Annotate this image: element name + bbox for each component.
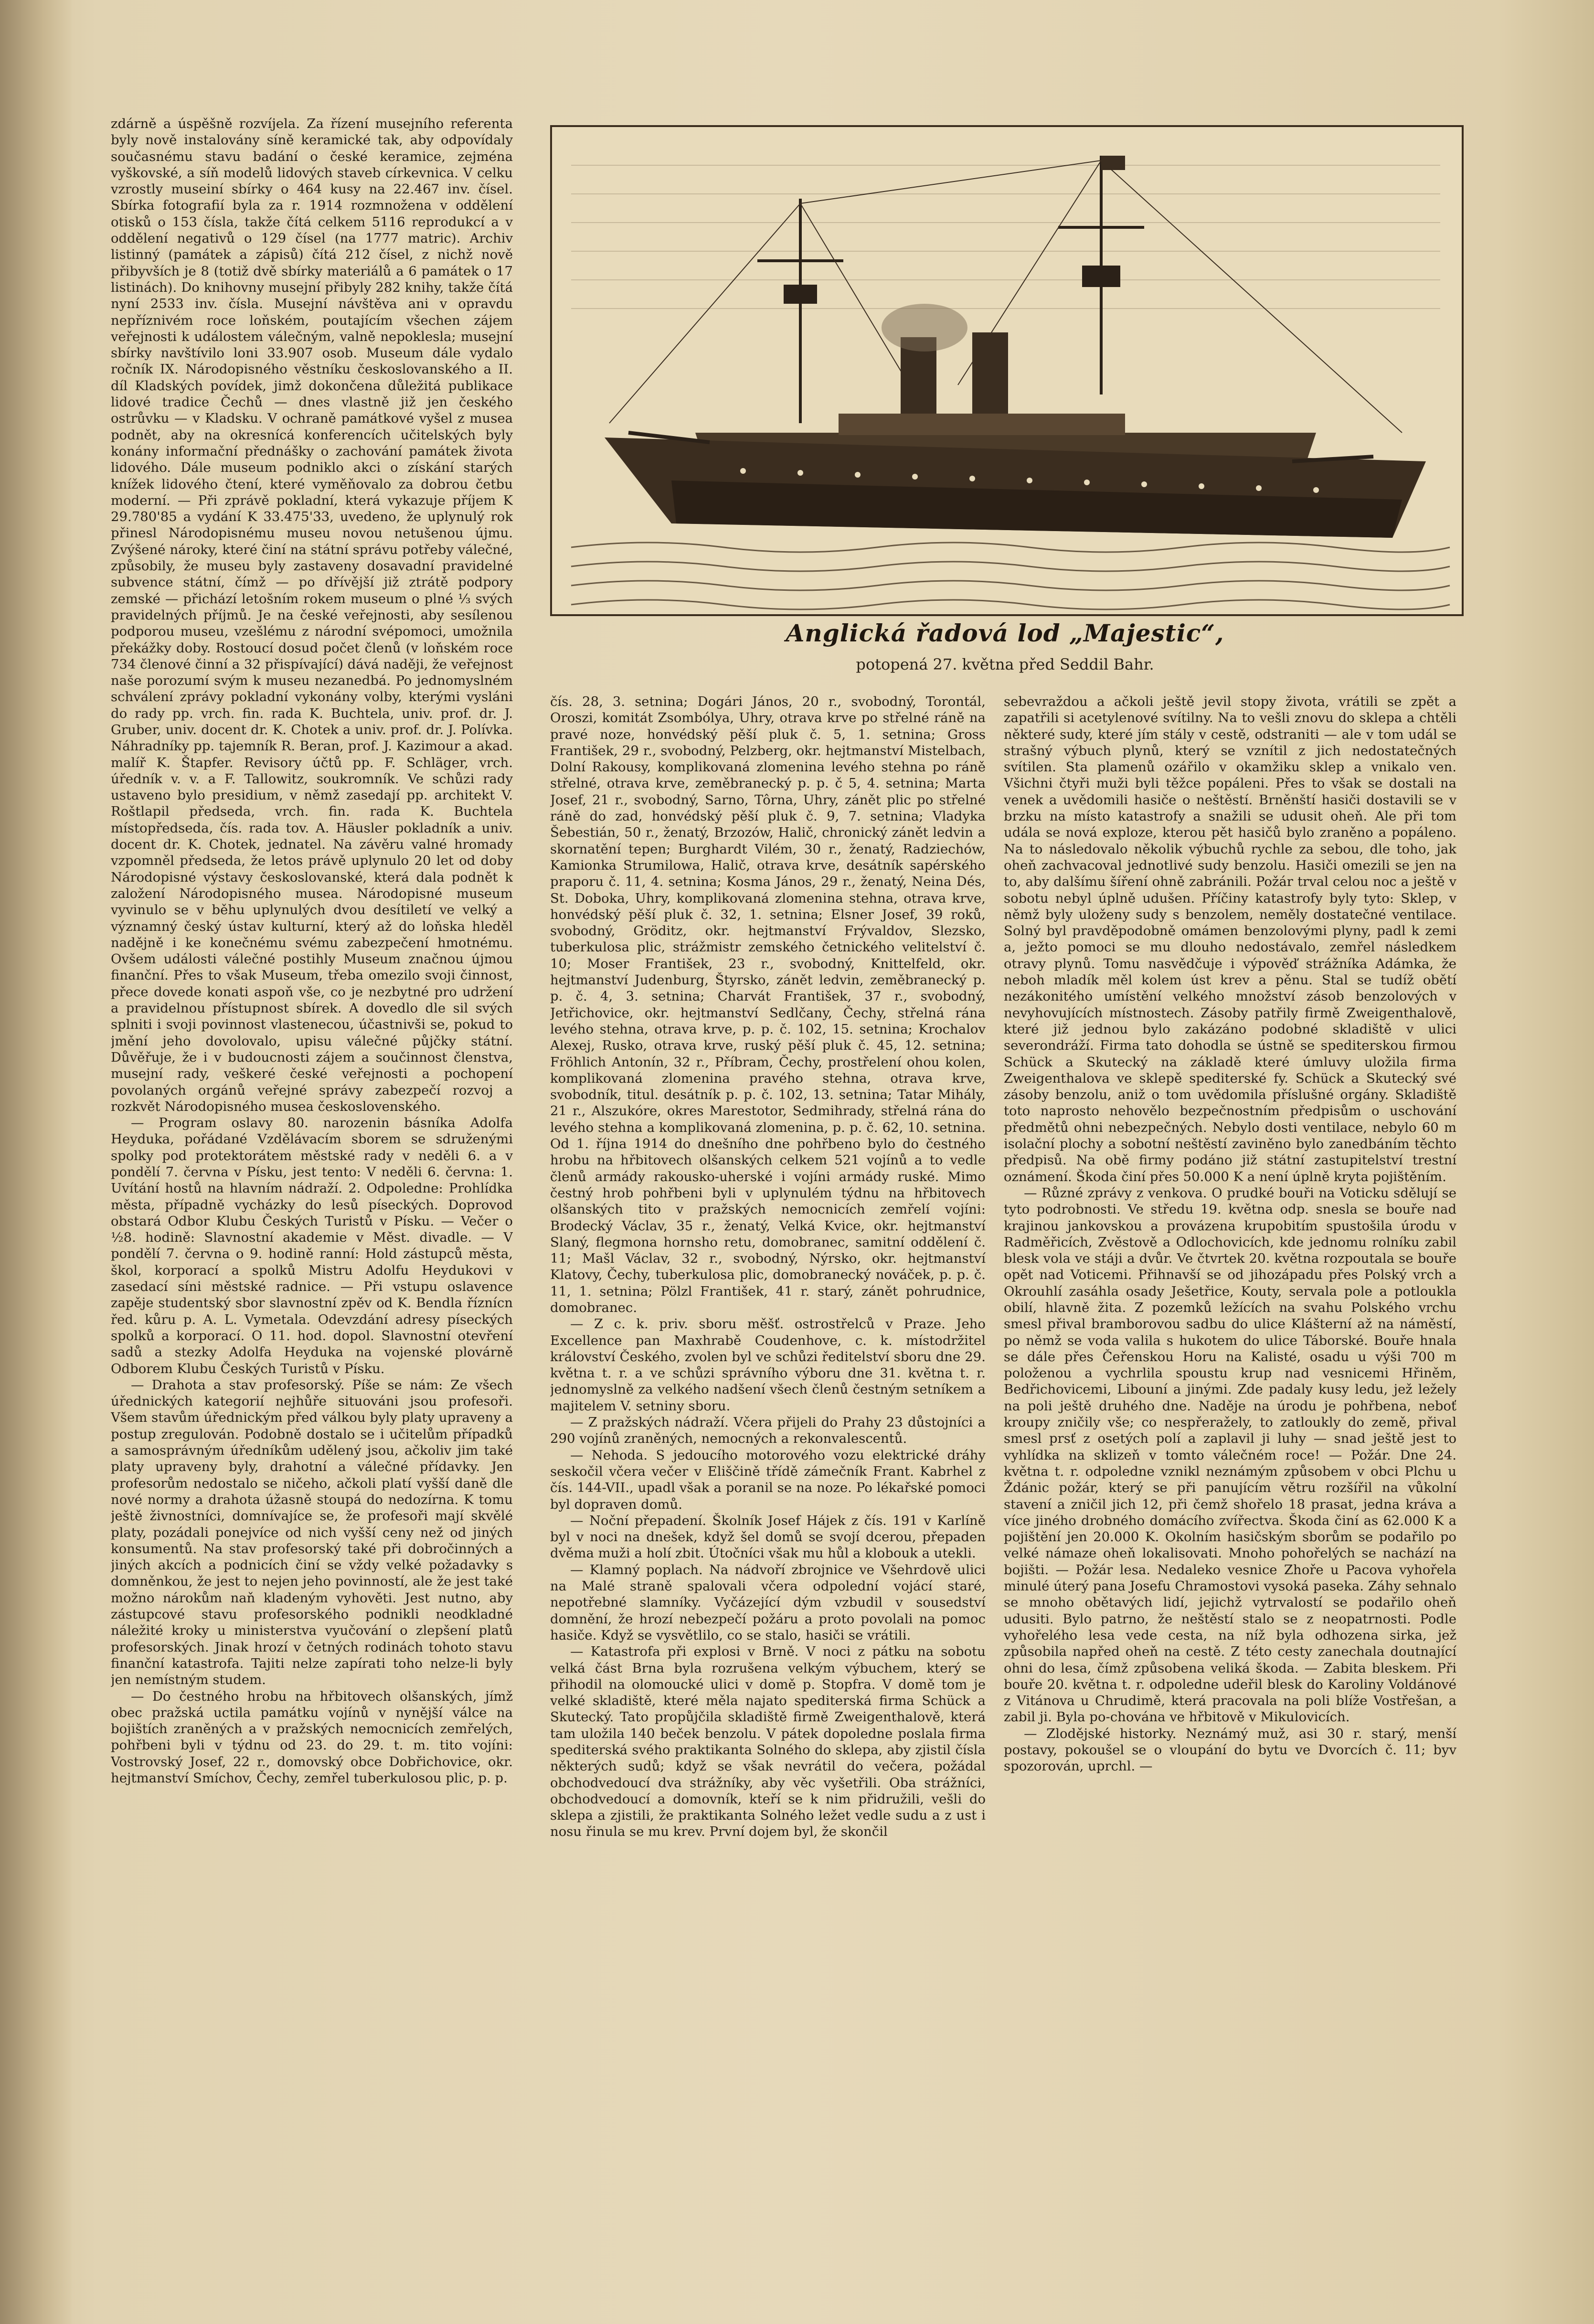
binding-gutter bbox=[0, 0, 72, 2324]
article-museum-report: zdárně a úspěšně rozvíjela. Za řízení musejního referenta byly nově instalovány síně keramické tak, aby odpovídaly současnému stavu badání o české keramice, zejména vyškovské, a síň modelů lidových staveb církevnica. V celku vzrostly museiní sbírky o 464 kusy na 22.467 inv. čísel. Sbírka fotografií byla za r. 1914 rozmnožena v oddělení otisků o 153 čísla, takže čítá celkem 5116 reprodukcí a v oddělení negativů o 129 čísel (na 1777 matric). Archiv listinný (památek a zápisů) čítá 212 čísel, z nichž nově přibyvších je 8 (totiž dvě sbírky materiálů a 6 památek o 17 listinách). Do knihovny musejní přibyly 282 knihy, takže čítá nyní 2533 inv. čísla. Musejní návštěva ani v opravdu nepříznivém roce loňském, poutajícím všechen zájem veřejnosti k událostem válečným, valně nepoklesla; musejní sbírky navštívilo loni 33.907 osob. Museum dále vydalo ročník IX. Národopisného věstníku českoslovanského a II. díl Kladských povídek, jimž dokončena důležitá publikace lidové tradice Čechů — dnes vlastně již jen českého ostrůvku — v Kladsku. V ochraně památkové vyšel z musea podnět, aby na okresnícá konferencích učitelských byly konány informační přednášky o zachování památek života lidového. Dále museum podniklo akci o získání starých knížek lidového čtení, které vyměňovalo za dobrou četbu moderní. — Při zprávě pokladní, která vykazuje příjem K 29.780'85 a vydání K 33.475'33, uvedeno, že uplynulý rok přinesl Národopisnému museu novou netušenou újmu. Zvýšené nároky, které činí na státní správu potřeby válečné, způsobily, že museu byly zastaveny dosavadní pravidelné subvence státní, čímž — po dřívější již ztrátě podpory zemské — přichází letošním rokem museum o plné ⅓ svých pravidelných příjmů. Je na české veřejnosti, aby sesílenou podporou museu, vzešlému z národní svépomoci, umožnila překážky doby. Rostoucí dosud počet členů (v loňském roce 734 členové činní a 32 přispívající) dává naději, že veřejnost naše porozumí svým k museu nezanedbá. Po jednomyslném schválení zprávy pokladní vykonány volby, kterými vysláni do rady pp. vrch. fin. rada K. Buchtela, univ. prof. dr. J. Gruber, univ. docent dr. K. Chotek a univ. prof. dr. J. Polívka. Náhradníky pp. tajemník R. Beran, prof. J. Kazimour a akad. malíř K. Štapfer. Revisory účtů pp. F. Schläger, vrch. úředník v. v. a F. Tallowitz, soukromník. Ve schůzi rady ustaveno bylo presidium, v němž zasedají pp. architekt V. Roštlapil předseda, vrch. fin. rada K. Buchtela místopředseda, čís. rada tov. A. Häusler pokladník a univ. docent dr. K. Chotek, jednatel. Na závěru valné hromady vzpomněl předseda, že letos právě uplynulo 20 let od doby Národopisné výstavy českoslovanské, která dala podnět k založení Národopisného musea. Národopisné museum vyvinulo se v běhu uplynulých dvou desítiletí ve velký a významný český ústav kulturní, který až do loňska hleděl nadějně i ke konečnému svému zabezpečení hmotnému. Ovšem události válečné postihly Museum značnou újmou finanční. Přes to však Museum, třeba omezilo svoji činnost, přece dovede konati aspoň vše, co je nezbytné pro udržení a pravidelnou přístupnost sbírek. A dovedlo dle sil svých splniti i svoji povinnost vlastenecou, účastnivši se, pokud to jmění jeho dovolovalo, upisu válečné půjčky státní. Důvěřuje, že i v budoucnosti zájem a součinnost členstva, musejní rady, veškeré české veřejnosti a pochopení povolaných orgánů veřejné správy zabezpečí rozvoj a rozkvět Národopisného musea československého. bbox=[111, 116, 513, 1114]
article-professors: — Drahota a stav profesorský. Píše se nám: Ze všech úřednických kategorií nejhůře situováni jsou profesoři. Všem stavům úřednickým před válkou byly platy upraveny a postup zregulován. Podobně dostalo se i učitelům případků a samosprávným úředníkům udělený jsou, ačkoliv jim také platy upraveny byly, drahotní a válečné přídavky. Jen profesorům nedostalo se ničeho, ačkoli platí vyšší daně dle nové normy a drahota úžasně stoupá do nedozírna. K tomu ještě živnostníci, domnívajíce se, že profesoři mají skvělé platy, pozádali ponejvíce od nich vyšší ceny než od jiných konsumentů. Na stav profesorský také při dobročinných a jiných akcích a podnicích činí se vždy velké požadavky s domněnkou, že jest to nejen jeho povinností, ale že jest také možno nárokům naň kladeným vyhověti. Jest nutno, aby zástupcové stavu profesorského podnikli neodkladné náležité kroky u ministerstva vyučování o zlepšení platů profesorských. Jinak hrozí v četných rodinách tohoto stavu finanční katastrofa. Tajiti nelze zapírati toho nelze-li byly jen nemístným studem. bbox=[111, 1377, 513, 1688]
article-thieves: — Zlodějské historky. Neznámý muž, asi 30 r. starý, menší postavy, pokoušel se o vloupání do bytu ve Dvorcích č. 11; byv spozorován, uprchl. — bbox=[1004, 1726, 1456, 1774]
article-honorary-grave: — Do čestného hrobu na hřbitovech olšanských, jímž obec pražská uctila památku vojínů v nynější válce na bojištích zraněných a v pražských nemocnicích zemřelých, pohřbeni byli v týdnu od 23. do 29. t. m. tito vojíni: Vostrovský Josef, 22 r., domovský obce Dobřichovice, okr. hejtmanství Smíchov, Čechy, zemřel tuberkulosou plic, p. p. bbox=[111, 1688, 513, 1786]
article-brno-explosion: — Katastrofa při explosi v Brně. V noci z pátku na sobotu velká část Brna byla rozrušena velkým výbuchem, který se přihodil na olomoucké ulici v domě p. Stopfra. V domě tom je velké skladiště, které měla najato spediterská firma Schück a Skutecký. Tato propůjčila skladiště firmě Zweigenthalově, která tam uložila 140 beček benzolu. V pátek dopoledne poslala firma spediterská svého praktikanta Solného do sklepa, aby zjistil čísla některých sudů; když se však nevrátil do večera, požádal obchodvedoucí dva strážníky, aby věc vyšetřili. Oba strážníci, obchodvedoucí a domovník, kteří se k nim přidružili, vešli do sklepa a zjistili, že praktikanta Solného ležet vedle sudu a z ust i nosu řinula se mu krev. První dojem byl, že skončil bbox=[550, 1644, 986, 1840]
article-heyduk-program: — Program oslavy 80. narozenin básníka Adolfa Heyduka, pořádané Vzdělávacím sborem se sdruženými spolky pod protektorátem městské rady v neděli 6. a v pondělí 7. června v Písku, jest tento: V neděli 6. června: 1. Uvítání hostů na hlavním nádraží. 2. Odpoledne: Prohlídka města, případně vycházky do lesů píseckých. Doprovod obstará Odbor Klubu Českých Turistů v Písku. — Večer o ½8. hodině: Slavnostní akademie v Měst. divadle. — V pondělí 7. června o 9. hodině ranní: Hold zástupců města, škol, korporací a spolků Mistru Adolfu Heydukovi v zasedací síni městské radnice. — Při vstupu oslavence zapěje studentský sbor slavnostní zpěv od K. Bendla říznícn řed. kůru p. A. L. Vymetala. Odevzdání adresy píseckých spolků a korporací. O 11. hod. dopol. Slavnostní otevření sadů a stezky Adolfa Heyduka na vojenské plovárně Odborem Klubu Českých Turistů v Písku. bbox=[111, 1115, 513, 1376]
right-column bbox=[1004, 693, 1456, 2274]
figure-caption-subtitle: potopená 27. května před Seddil Bahr. bbox=[856, 655, 1154, 673]
article-country-news: — Různé zprávy z venkova. O prudké bouři na Voticku sdělují se tyto podrobnosti. Ve středu 19. května odp. snesla se bouře nad krajinou jankovskou a provázena krupobitím spustošila úrodu v Radměřicích, Zvěstově a Odlochovicích, kde jednomu rolníku zabil blesk vola ve stáji a dvůr. Ve čtvrtek 20. května rozpoutala se bouře opět nad Voticemi. Přihnavší se od jihozápadu přes Polský vrch a Okrouhlí zasáhla osady Ješetřice, Kouty, servala pole a potloukla obilí, hlavně žita. Z pozemků ležících na svahu Polského vrchu smesl přival bramborovou sadbu do ulice Klášterní až na náměstí, po němž se voda valila s hukotem do ulice Táborské. Bouře hnala se dále přes Čeřenskou Horu na Kalisté, osadu u výši 700 m položenou a vychrlila spoustu krup nad vesnicemi Hřiněm, Bedřichovicemi, Libouní a jinými. Zde padaly kusy ledu, jež ležely na poli ještě druhého dne. Naděje na úrodu je pohřbena, neboť kroupy zničily vše; co nespřeražely, to zatloukly do země, přival smesl prsť z osetých polí a zaplavil ji luhy — snad ještě jest to vyhlídka na sklizeň v tomto válečném roce! — Požár. Dne 24. května t. r. odpoledne vznikl neznámým způsobem v obci Plchu u Ždánic požár, který se při panujícím větru rozšířil na vůkolní stavení a zničil jich 12, při čemž shořelo 18 prasat, jedna kráva a více jiného drobného domácího zvířectva. Škoda činí as 62.000 K a pojištění jen 20.000 K. Okolním hasičským sborům se podařilo po velké námaze oheň lokalisovati. Mnoho pohořelých se nachází na bojišti. — Požár lesa. Nedaleko vesnice Zhoře u Pacova vyhořela minulé úterý pana Josefu Chramostovi vysoká paseka. Záhy sehnalo se mnoho obětavých lidí, jejichž vytrvalostí se podařilo oheň udusiti. Bylo patrno, že neštěstí stalo se z neopatrnosti. Podle vyhořelého lesa vede cesta, na níž byla odhozena sirka, jež způsobila napřed oheň na cestě. Z této cesty zanechala doutnající ohni do lesa, čímž způsobena veliká škoda. — Zabita bleskem. Při bouře 20. května t. r. odpoledne udeřil blesk do Karoliny Voldánové z Vitánova u Chrudimě, která pracovala na poli blíže Vostřešan, a zabil ji. Byla po-chována ve hřbitově v Mikulovicích. bbox=[1004, 1185, 1456, 1725]
figure-caption-title: Anglická řadová lod „Majestic“, bbox=[786, 619, 1224, 647]
article-accident: — Nehoda. S jedoucího motorového vozu elektrické dráhy seskočil včera večer v Eliščině třídě zámečník Frant. Kabrhel z čís. 144-VII., upadl však a poranil se na noze. Po lékařské pomoci byl dopraven domů. bbox=[550, 1447, 986, 1512]
article-fallen-soldiers: čís. 28, 3. setnina; Dogári János, 20 r., svobodný, Torontál, Oroszi, komitát Zsombólya, Uhry, otrava krve po střelné ráně na pravé noze, honvédský pěší pluk č. 5, 1. setnina; Gross František, 29 r., svobodný, Pelzberg, okr. hejtmanství Mistelbach, Dolní Rakousy, komplikovaná zlomenina levého stehna po ráně střelné, otrava krve, zeměbranecký p. p. č 5, 4. setnina; Marta Josef, 21 r., svobodný, Sarno, Tôrna, Uhry, zánět plic po střelné ráně do zad, honvédský pěší pluk č. 9, 7. setnina; Vladyka Šebestián, 50 r., ženatý, Brzozów, Halič, chronický zánět ledvin a skornatění tepen; Burghardt Vilém, 30 r., ženatý, Radziechów, Kamionka Strumilowa, Halič, otrava krve, desátník sapérského praporu č. 11, 4. setnina; Kosma János, 29 r., ženatý, Neina Dés, St. Doboka, Uhry, komplikovaná zlomenina stehna, otrava krve, honvédský pěší pluk č. 32, 1. setnina; Elsner Josef, 39 roků, svobodný, Gröditz, okr. hejtmanství Frývaldov, Slezsko, tuberkulosa plic, strážmistr zemského četnického velitelství č. 10; Moser František, 23 r., svobodný, Knittelfeld, okr. hejtmanství Judenburg, Štyrsko, zánět ledvin, zeměbranecký p. p. č. 4, 3. setnina; Charvát František, 37 r., svobodný, Jetřichovice, okr. hejtmanství Sedlčany, Čechy, střelná rána levého stehna, otrava krve, p. p. č. 102, 15. setnina; Krochalov Alexej, Rusko, otrava krve, ruský pěší pluk č. 45, 12. setnina; Fröhlich Antonín, 32 r., Příbram, Čechy, prostřelení ohou kolen, komplikovaná zlomenina pravého stehna, otrava krve, svobodník, titul. desátník p. p. č. 102, 13. setnina; Tatar Mihály, 21 r., Alszukóre, okres Marestotor, Sedmihrady, střelná rána do levého stehna a komplikovaná zlomenina, p. p. č. 62, 10. setnina. Od 1. října 1914 do dnešního dne pohřbeno bylo do čestného hrobu na hřbitovech olšanských celkem 521 vojínů a to vedle členů armády rakousko-uherské i vojíni armády ruské. Mimo čestný hrob pohřbeni byli v uplynulém týdnu na hřbitovech olšanských tito v pražských nemocnicích zemřelí vojíni: Brodecký Václav, 35 r., ženatý, Velká Kvice, okr. hejtmanství Slaný, flegmona hornsho retu, domobranec, samitní oddělení č. 11; Mašl Václav, 32 r., svobodný, Nýrsko, okr. hejtmanství Klatovy, Čechy, tuberkulosa plic, domobranecký nováček, p. p. č. 11, 1. setnina; Pölzl František, 41 r. starý, zánět pohrudnice, domobranec. bbox=[550, 694, 986, 1315]
middle-column bbox=[550, 693, 986, 2274]
article-railway-stations: — Z pražských nádraží. Včera přijeli do Prahy 23 důstojníci a 290 vojínů zraněných, nemocných a rekonvalescentů. bbox=[550, 1415, 986, 1447]
article-false-alarm: — Klamný poplach. Na nádvoří zbrojnice ve Všehrdově ulici na Malé straně spalovali včera odpolední vojácí staré, nepotřebné slamníky. Vyčázející dým vzbudil v sousedství domnění, že hrozí nebezpečí požáru a proto povolali na pomoc hasiče. Když se vysvětlilo, co se stalo, hasiči se vrátili. bbox=[550, 1562, 986, 1643]
article-sharpshooters: — Z c. k. priv. sboru měšť. ostrostřelců v Praze. Jeho Excellence pan Maxhrabě Coudenhove, c. k. místodržitel království Českého, zvolen byl ve schůzi ředitelství sboru dne 29. května t. r. a ve schůzi správního výboru dne 31. května t. r. jednomyslně za velkého nadšení všech členů čestným setníkem a majitelem V. setniny sboru. bbox=[550, 1316, 986, 1414]
article-brno-explosion-cont: sebevraždou a ačkoli ještě jevil stopy života, vrátili se zpět a zapatřili si acetylenové svítilny. Na to vešli znovu do sklepa a chtěli některé sudy, které jím stály v cestě, odstraniti — ale v tom udál se strašný výbuch plynů, který se vznítil z jich nedostatečných svítilen. Sta plamenů ozářilo v okamžiku sklep a vnikalo ven. Všichni čtyři muži byli těžce popáleni. Přes to však se dostali na venek a uvědomili hasiče o neštěstí. Brněnští hasiči dostavili se v brzku na místo katastrofy a snažili se udusit oheň. Ale při tom udála se nová exploze, kterou pět hasičů bylo zraněno a popáleno. Na to následovalo několik výbuchů rychle za sebou, dle toho, jak oheň zachvacoval jednotlivé sudy benzolu. Hasiči omezili se jen na to, aby dalšímu šíření ohně zabránili. Požár trval celou noc a ještě v sobotu nebyl úplně udušen. Příčiny katastrofy byly tyto: Sklep, v němž byly uloženy sudy s benzolem, neměly dostatečné ventilace. Solný byl pravděpodobně omámen benzolovými plyny, padl k zemi a, ježto pomoci se mu dlouho nedostávalo, zemřel následkem otravy plynů. Tomu nasvědčuje i výpověď strážníka Adámka, že neboh mladík měl kolem úst krev a pěnu. Stal se tudíž obětí nezákonitého umístění velkého množství zásob benzolových v nevyhovujících místnostech. Zásoby patřily firmě Zweigenthalově, které již jednou bylo zakázáno podobné skladiště v ulici severondráží. Firma tato dohodla se ústně se spediterskou firmou Schück a Skutecký na základě které úmluvy uložila firma Zweigenthalova ve sklepě spediterské fy. Schück a Skutecký své zásoby benzolu, aniž o tom uvědomila příslušné orgány. Skladiště toto naprosto nehovělo bezpečnostním předpisům o uschování předmětů ohni nebezpečných. Nebylo dosti ventilace, nebylo 60 m isolační plochy a sobotní neštěstí zaviněno bylo zanedbáním těchto předpisů. Na obě firmy podáno již státní zastupitelství trestní oznámení. Škoda činí přes 50.000 K a není úplně kryta pojištěním. bbox=[1004, 694, 1456, 1184]
article-night-assault: — Noční přepadení. Školník Josef Hájek z čís. 191 v Karlíně byl v noci na dnešek, když šel domů se svojí dcerou, přepaden dvěma muži a holí zbit. Útočníci však mu hůl a klobouk a utekli. bbox=[550, 1513, 986, 1561]
left-column bbox=[111, 116, 513, 2274]
ship-illustration bbox=[550, 125, 1464, 616]
battleship-engraving bbox=[552, 127, 1462, 614]
